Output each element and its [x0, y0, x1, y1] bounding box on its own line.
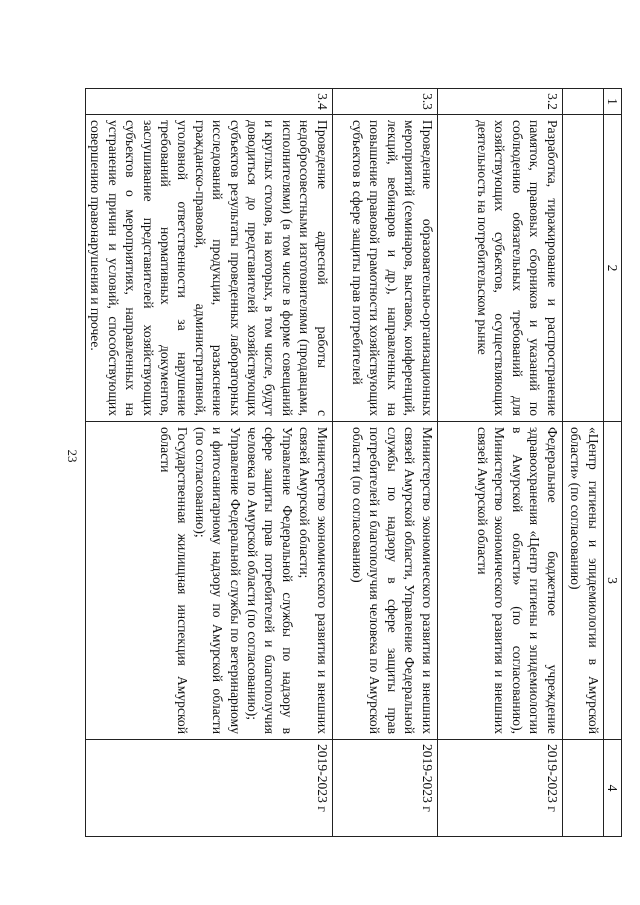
- column-header-3: 3: [603, 422, 621, 740]
- table-row: [332, 89, 437, 837]
- executor-line: Управление Федеральной службы по надзору в сфере защиты прав потребителей и благополучия человека по Амурской области (по согласованию);: [244, 427, 295, 734]
- continuation-period: [562, 740, 603, 837]
- action-cell: Проведение образовательно-организационных мероприятий (семинаров, выставок, конференций, лекций, вебинаров и др.), направленных на повышение правовой грамотности хозяйствующих субъектов в сфере защиты прав потребителей: [332, 115, 437, 422]
- column-header-1: 1: [603, 89, 621, 115]
- executor-line: Управление Федеральной службы по ветеринарному и фитосанитарному надзору по Амурской области (по согласованию);: [192, 427, 243, 734]
- continuation-num: [562, 89, 603, 115]
- action-cell: Разработка, тиражирование и распространение памяток, правовых сборников и указаний по соблюдению обязательных требований для хозяйствующих субъектов, осуществляющих деятельность на потребительском рынке: [437, 115, 562, 422]
- period-cell: 2019-2023 г: [332, 740, 437, 837]
- page-number: 23: [65, 449, 80, 463]
- table-row: [437, 89, 562, 837]
- row-number: 3.4: [85, 89, 332, 115]
- executor-line: Федеральное бюджетное учреждение здравоохранения «Центр гигиены и эпидемиологии в Амурской области» (по согласованию), Министерство экономического развития и внешних связей Амурской области: [474, 427, 560, 734]
- rotated-table-page: [88, 88, 622, 836]
- executor-line: Государственная жилищная инспекция Амурской области: [157, 427, 191, 734]
- executors-cell: [85, 422, 332, 740]
- period-cell: 2019-2023 г: [85, 740, 332, 837]
- continuation-row: [562, 89, 603, 837]
- executors-cell: [332, 422, 437, 740]
- column-header-4: 4: [603, 740, 621, 837]
- column-header-2: 2: [603, 115, 621, 422]
- row-number: 3.2: [437, 89, 562, 115]
- executor-line: Министерство экономического развития и внешних связей Амурской области, Управление Федеральной службы по надзору в сфере защиты прав потребителей и благополучия человека по Амурской области (по согласованию): [349, 427, 435, 734]
- continuation-action: [562, 115, 603, 422]
- measures-table: [85, 88, 622, 837]
- continuation-executors: «Центр гигиены и эпидемиологии в Амурской области» (по согласованию): [562, 422, 603, 740]
- action-cell: Проведение адресной работы с недобросовестными изготовителями (продавцами, исполнителями) (в том числе в форме совещаний и круглых столов, на которых, в том числе, будут доводиться до представителей хозяйствующих субъектов результаты проведенных лабораторных исследований продукции, разъяснение гражданско-правовой, административной, уголовной ответственности за нарушение требований нормативных документов, заслушивание представителей хозяйствующих субъектов о мероприятиях, направленных на устранение причин и условий, способствующих совершению правонарушения и прочее.: [85, 115, 332, 422]
- table-row: [85, 89, 332, 837]
- header-row: [603, 89, 621, 837]
- period-cell: 2019-2023 г: [437, 740, 562, 837]
- executor-line: Министерство экономического развития и внешних связей Амурской области;: [297, 427, 330, 734]
- executors-cell: [437, 422, 562, 740]
- row-number: 3.3: [332, 89, 437, 115]
